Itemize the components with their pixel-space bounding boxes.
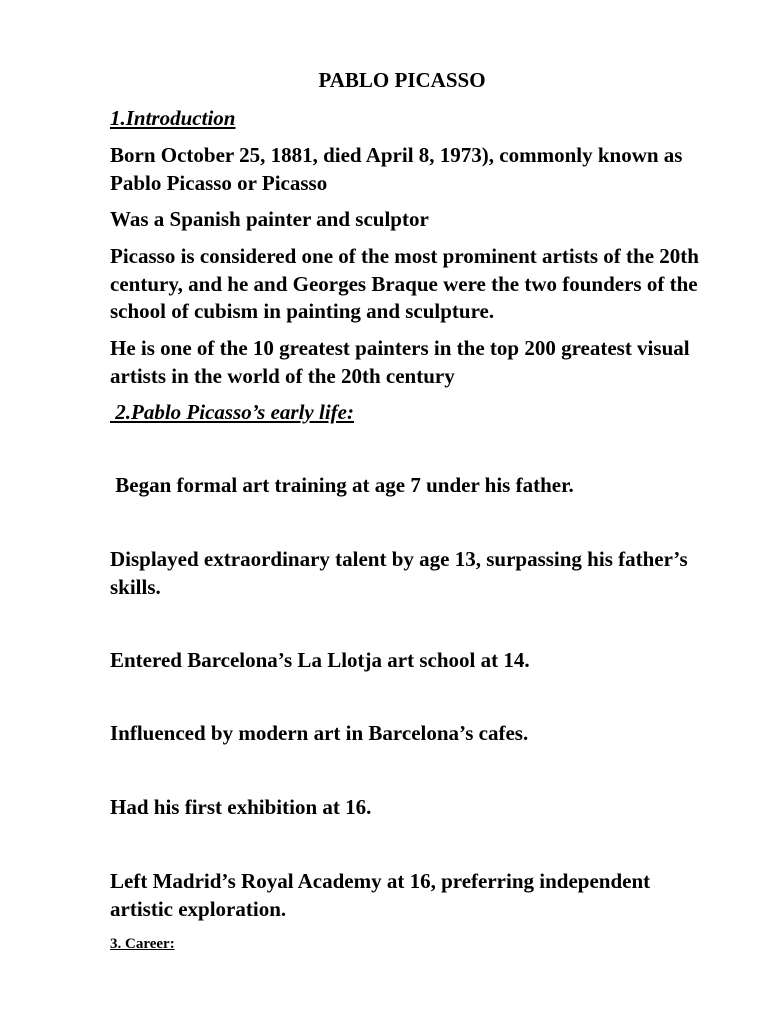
paragraph: He is one of the 10 greatest painters in the top 200 greatest visual artists in the world of the 20th century <box>110 336 690 388</box>
paragraph: Displayed extraordinary talent by age 13, surpassing his father’s skills. <box>110 547 688 599</box>
paragraph: Began formal art training at age 7 under his father. <box>110 473 574 497</box>
paragraph: Picasso is considered one of the most prominent artists of the 20th century, and he and Georges Braque were the two founders of the school of cubism in painting and sculpture. <box>110 244 699 323</box>
paragraph: Had his first exhibition at 16. <box>110 795 372 819</box>
paragraph: Entered Barcelona’s La Llotja art school at 14. <box>110 648 530 672</box>
paragraph: Was a Spanish painter and sculptor <box>110 207 429 231</box>
section-heading-introduction: 1.Introduction <box>110 106 236 130</box>
paragraph: Left Madrid’s Royal Academy at 16, preferring independent artistic exploration. <box>110 869 651 921</box>
section-heading-career: 3. Career: <box>110 936 175 952</box>
section-heading-early-life: 2.Pablo Picasso’s early life: <box>110 400 354 424</box>
paragraph: Born October 25, 1881, died April 8, 1973), commonly known as Pablo Picasso or Picasso <box>110 143 683 195</box>
paragraph: Influenced by modern art in Barcelona’s cafes. <box>110 721 529 745</box>
document-title: PABLO PICASSO <box>318 68 486 92</box>
